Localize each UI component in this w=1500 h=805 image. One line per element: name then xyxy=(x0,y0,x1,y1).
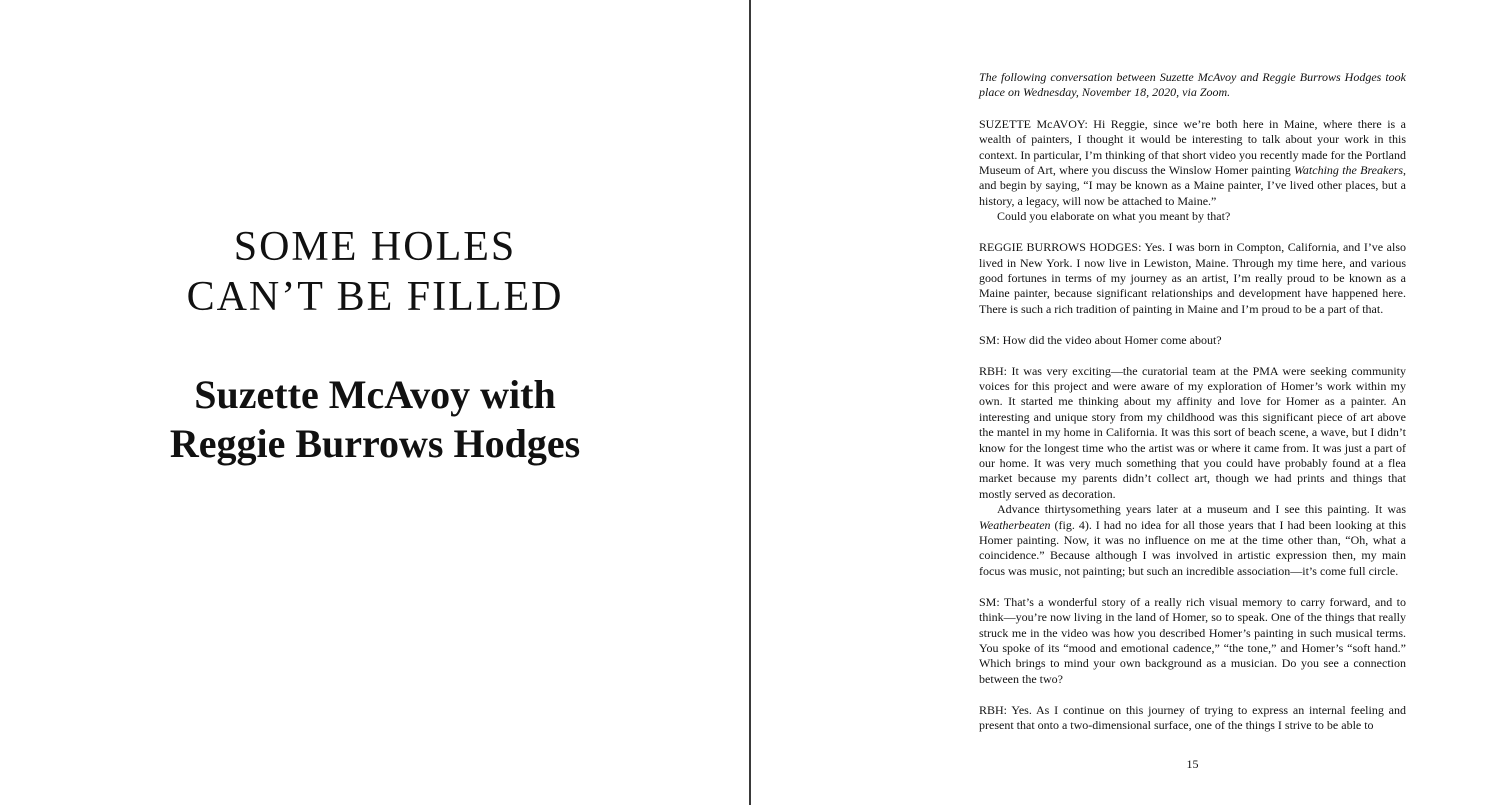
paragraph-hodges-2 xyxy=(979,364,1406,580)
chapter-subtitle-line-1: Suzette McAvoy with xyxy=(194,372,556,417)
paragraph-text: REGGIE BURROWS HODGES: Yes. I was born in Compton, California, and I’ve also lived in New York. I now live in Lewiston, Maine. Through my time here, and various good fortunes in terms of my journey as an artist, I’m really proud to be known as a Maine painter, because significant relationships and development have happened here. There is such a rich tradition of painting in Maine and I’m proud to be a part of that. xyxy=(979,240,1406,316)
paragraph-text: RBH: It was very exciting—the curatorial team at the PMA were seeking community voices for this project and were aware of my exploration of Homer’s work within my own. It started me thinking about my affinity and love for Homer as a painter. An interesting and unique story from my childhood was this significant piece of art above the mantel in my home in California. It was this sort of beach scene, a wave, but I didn’t know for the longest time who the artist was or where it came from. It was just a part of our home. It was very much something that you could have probably found at a flea market because my parents didn’t collect art, though we had prints and things that mostly served as decoration. xyxy=(979,363,1406,501)
text-column xyxy=(979,70,1406,749)
artwork-title: Weatherbeaten xyxy=(979,517,1051,532)
paragraph-mcavoy-3 xyxy=(979,595,1406,687)
chapter-title-line-1: SOME HOLES xyxy=(233,224,517,270)
chapter-subtitle xyxy=(60,370,690,468)
paragraph-text: Could you elaborate on what you meant by that? xyxy=(997,209,1231,224)
paragraph-text-part: , and begin by saying, “I may be known as a Maine painter, I’ve lived other places, but a history, a legacy, will now be attached to Maine.” xyxy=(979,163,1407,208)
chapter-title-line-2: CAN’T BE FILLED xyxy=(186,274,564,320)
right-page xyxy=(751,0,1500,805)
left-page xyxy=(0,0,749,805)
paragraph-mcavoy-2 xyxy=(979,333,1406,348)
paragraph-text: SM: How did the video about Homer come about? xyxy=(979,332,1222,347)
intro-note: The following conversation between Suzette McAvoy and Reggie Burrows Hodges took place on Wednesday, November 18, 2020, via Zoom. xyxy=(979,70,1406,100)
paragraph-text xyxy=(979,502,1406,579)
paragraph-text-part: (fig. 4). I had no idea for all those years that I had been looking at this Homer painting. Now, it was no influence on me at the time other than, “Oh, what a coincidence.” Because although I was involved in artistic expression then, my main focus was music, not painting; but such an incredible association—it’s come full circle. xyxy=(979,517,1406,578)
chapter-subtitle-line-2: Reggie Burrows Hodges xyxy=(169,421,581,466)
paragraph-text: RBH: Yes. As I continue on this journey of trying to express an internal feeling and present that onto a two-dimensional surface, one of the things I strive to be able to xyxy=(979,702,1406,733)
paragraph-text-part: SUZETTE McAVOY: Hi Reggie, since we’re both here in Maine, where there is a wealth of painters, I thought it would be interesting to talk about your work in this context. In particular, I’m thinking of that short video you recently made for the Portland Museum of Art, where you discuss the Winslow Homer painting xyxy=(979,116,1406,178)
artwork-title: Watching the Breakers xyxy=(1294,163,1404,178)
paragraph-text xyxy=(979,117,1406,209)
chapter-title xyxy=(60,222,690,322)
paragraph-mcavoy-1 xyxy=(979,117,1406,225)
page-number: 15 xyxy=(1186,757,1199,771)
paragraph-text: SM: That’s a wonderful story of a really rich visual memory to carry forward, and to think—you’re now living in the land of Homer, so to speak. One of the things that really struck me in the video was how you described Homer’s painting in such musical terms. You spoke of its “mood and emotional cadence,” “the tone,” and Homer’s “soft hand.” Which brings to mind your own background as a musician. Do you see a connection between the two? xyxy=(979,594,1406,686)
paragraph-text-part: Advance thirtysomething years later at a museum and I see this painting. It was xyxy=(997,502,1406,517)
paragraph-hodges-3 xyxy=(979,703,1406,734)
paragraph-hodges-1 xyxy=(979,240,1406,317)
